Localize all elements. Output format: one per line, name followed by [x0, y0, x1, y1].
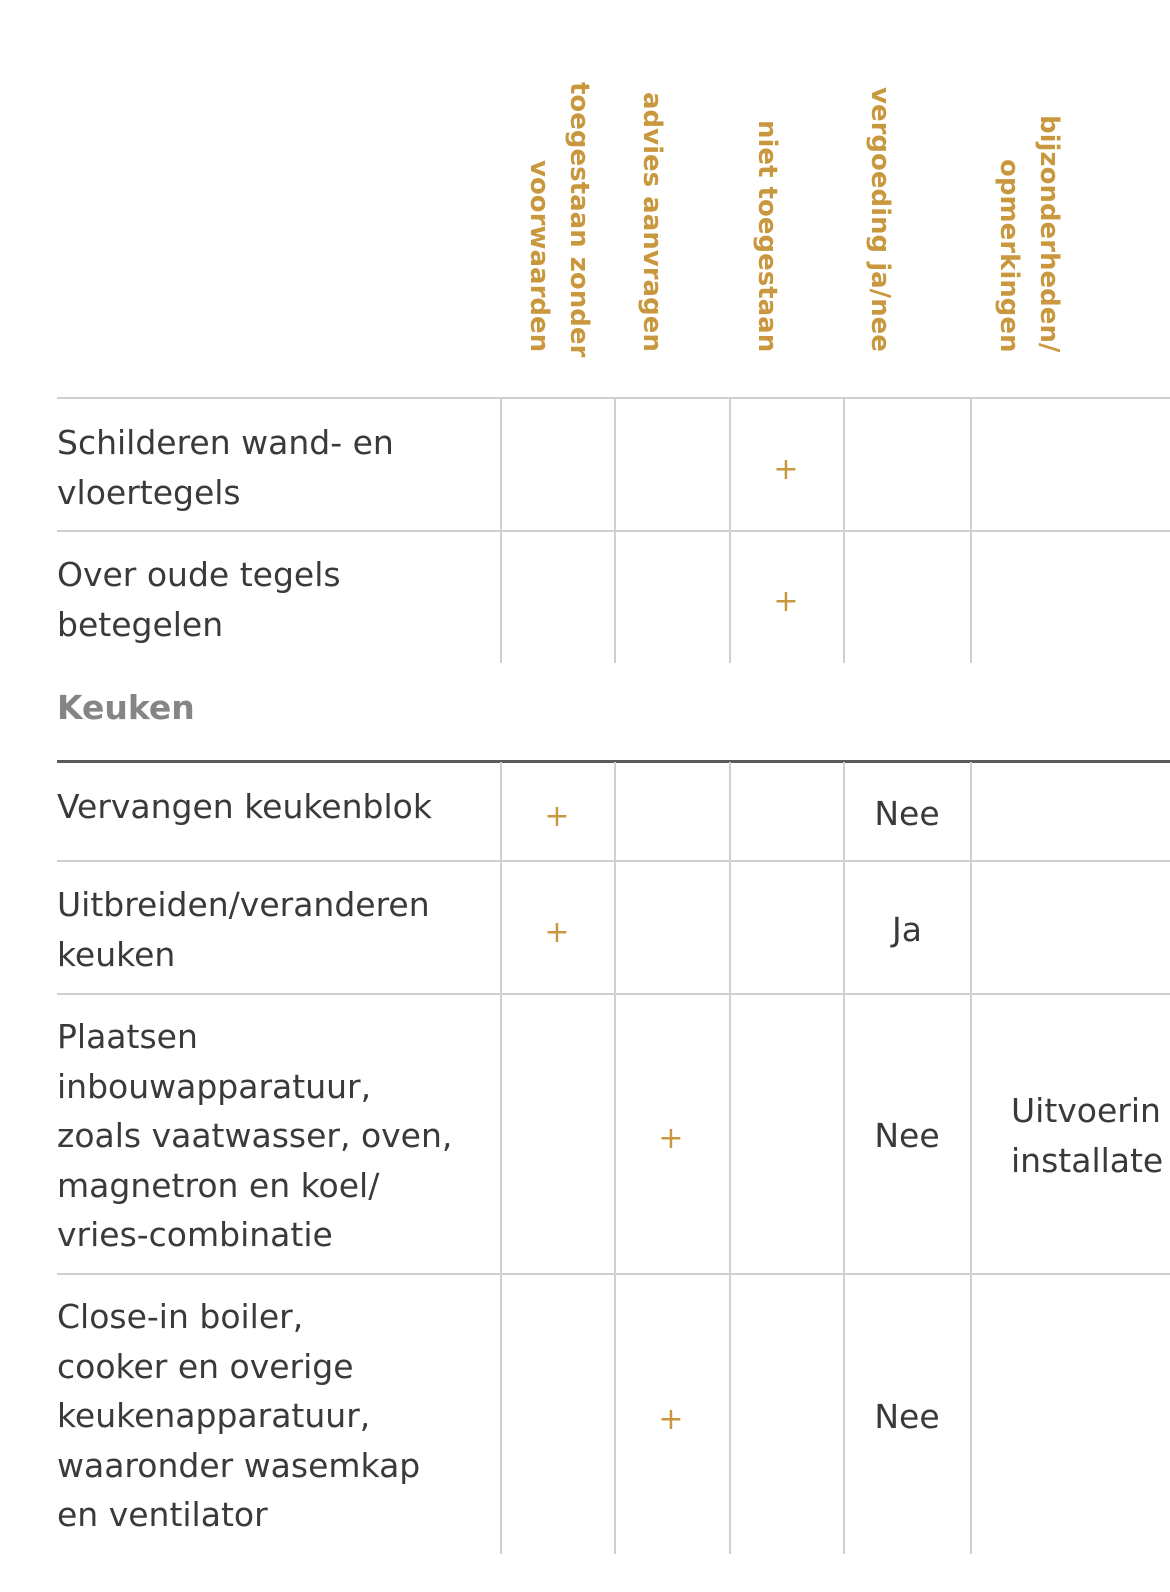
vergoeding-value: Nee	[874, 794, 940, 833]
plus-mark: +	[658, 1121, 684, 1156]
column-divider	[729, 397, 731, 663]
row-label: Over oude tegels betegelen	[57, 555, 341, 644]
row-label: Uitbreiden/veranderen keuken	[57, 885, 430, 974]
column-header-toegestaan-zonder-voorwaarden: toegestaan zonder voorwaarden	[524, 82, 594, 358]
row-label: Plaatsen inbouwapparatuur, zoals vaatwasser, oven, magnetron en koel/ vries-combinatie	[57, 1017, 453, 1254]
plus-mark: +	[544, 799, 570, 834]
row-label: Schilderen wand- en vloertegels	[57, 423, 394, 512]
column-divider	[843, 397, 845, 663]
remark-text: Uitvoerin installate	[1011, 1091, 1164, 1180]
vergoeding-value: Nee	[874, 1397, 940, 1436]
vergoeding-value: Nee	[874, 1116, 940, 1155]
column-divider	[500, 397, 502, 663]
column-divider	[500, 762, 502, 1554]
plus-mark: +	[658, 1402, 684, 1437]
plus-mark: +	[544, 915, 570, 950]
column-header-advies-aanvragen: advies aanvragen	[637, 92, 667, 352]
column-header-niet-toegestaan: niet toegestaan	[752, 119, 782, 352]
column-header-vergoeding: vergoeding ja/nee	[865, 87, 895, 352]
plus-mark: +	[773, 584, 799, 619]
row-label: Close-in boiler, cooker en overige keukenapparatuur, waaronder wasemkap en ventilator	[57, 1297, 421, 1534]
column-divider	[970, 397, 972, 663]
column-divider	[614, 397, 616, 663]
row-label: Vervangen keukenblok	[57, 787, 432, 826]
vergoeding-value: Ja	[892, 910, 922, 949]
column-header-bijzonderheden: bijzonderheden/ opmerkingen	[994, 114, 1064, 352]
plus-mark: +	[773, 452, 799, 487]
section-title: Keuken	[57, 688, 195, 727]
column-divider	[614, 762, 616, 1554]
column-divider	[729, 762, 731, 1554]
